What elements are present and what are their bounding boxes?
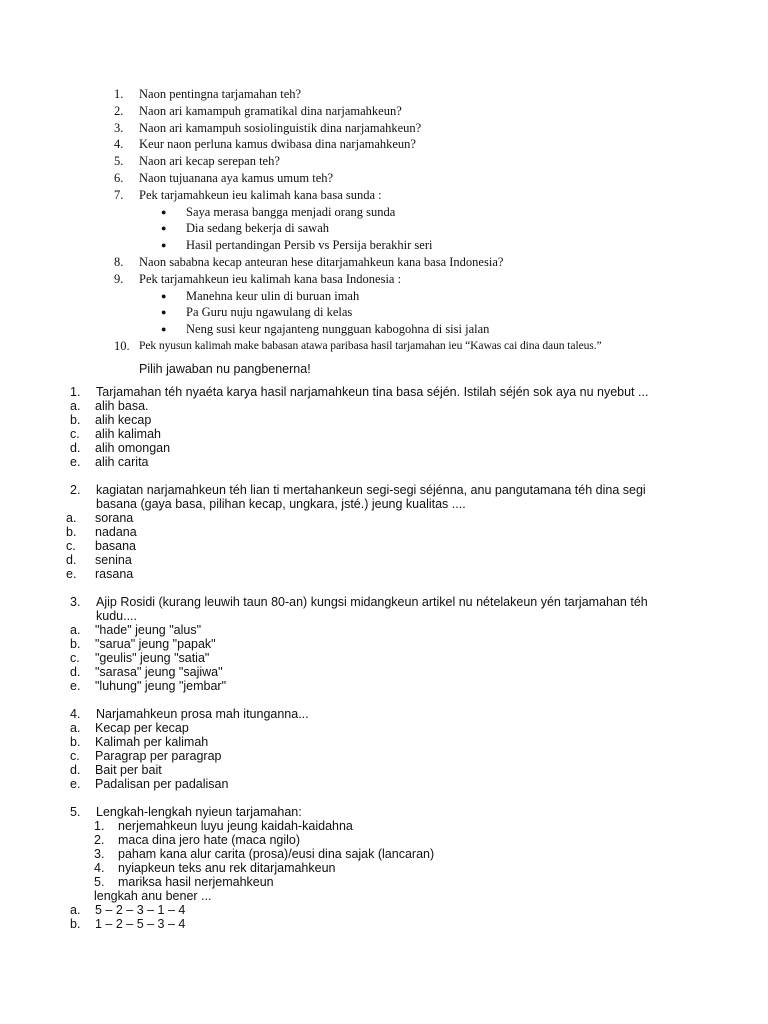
option [0,553,768,567]
option-letter: b. [70,735,81,749]
option-letter: e. [70,679,81,693]
option-text: alih kecap [95,413,152,427]
item-number: 9. [114,271,124,286]
option-letter: e. [70,455,81,469]
option-letter: b. [66,525,77,539]
question-text: kagiatan narjamahkeun téh lian ti mertahankeun segi-segi séjénna, anu pangutamana téh dina segi basana (gaya basa, pilihan kecap, ungkara, jsté.) jeung kualitas .... [96,483,646,511]
option-text: alih carita [95,455,149,469]
option [0,665,768,679]
option-letter: a. [66,511,77,525]
option-text: "sarua" jeung "papak" [95,637,216,651]
option-text: "hade" jeung "alus" [95,623,202,637]
option [0,455,768,469]
option-text: "geulis" jeung "satia" [95,651,210,665]
question-number: 1. [70,385,81,399]
bullet-text: Saya merasa bangga menjadi orang sunda [186,204,396,219]
step-item [0,847,768,861]
essay-questions [0,86,768,355]
essay-item [0,338,768,355]
step-text: paham kana alur carita (prosa)/eusi dina sajak (lancaran) [118,847,435,861]
option-letter: d. [70,665,81,679]
option [0,721,768,735]
option [0,413,768,427]
question [0,805,768,931]
bullet-icon: ● [161,240,167,251]
step-item [0,861,768,875]
bullet-text: Pa Guru nuju ngawulang di kelas [186,305,353,320]
option-letter: e. [66,567,77,581]
option-text: Kalimah per kalimah [95,735,209,749]
option [0,567,768,581]
question-number: 2. [70,483,81,497]
option-text: senina [95,553,132,567]
bullet-icon: ● [161,324,167,335]
option-letter: c. [66,539,76,553]
option [0,399,768,413]
essay-item [0,103,768,120]
essay-item [0,86,768,103]
option-letter: b. [70,917,81,931]
item-number: 3. [114,120,124,135]
step-number: 1. [94,819,105,833]
item-text: Pek nyusun kalimah make babasan atawa paribasa hasil tarjamahan ieu “Kawas cai dina daun taleus.” [139,338,602,352]
option-letter: d. [66,553,77,567]
option-text: Padalisan per padalisan [95,777,229,791]
bullet-item [0,288,768,305]
option-letter: a. [70,903,81,917]
item-text: Pek tarjamahkeun ieu kalimah kana basa sunda : [139,187,382,202]
option [0,763,768,777]
bullet-text: Hasil pertandingan Persib vs Persija berakhir seri [186,238,433,253]
question-text: Ajip Rosidi (kurang leuwih taun 80-an) kungsi midangkeun artikel nu nételakeun yén tarjamahan téh kudu.... [96,595,648,623]
item-number: 8. [114,254,124,269]
item-text: Naon ari kamampuh gramatikal dina narjamahkeun? [139,103,402,118]
option-text: sorana [95,511,134,525]
option-text: Paragrap per paragrap [95,749,222,763]
item-text: Keur naon perluna kamus dwibasa dina narjamahkeun? [139,137,416,152]
bullet-icon: ● [161,223,167,234]
question [0,707,768,791]
bullet-text: Manehna keur ulin di buruan imah [186,288,360,303]
item-text: Naon ari kecap serepan teh? [139,154,280,169]
option [0,511,768,525]
item-text: Naon ari kamampuh sosiolinguistik dina narjamahkeun? [139,120,422,135]
option-text: 1 – 2 – 5 – 3 – 4 [95,917,186,931]
option-text: Kecap per kecap [95,721,189,735]
bullet-item [0,204,768,221]
bullet-icon: ● [161,290,167,301]
option [0,525,768,539]
option [0,623,768,637]
option-letter: d. [70,441,81,455]
option [0,651,768,665]
step-number: 5. [94,875,105,889]
question-line [0,595,768,623]
question [0,483,768,581]
question-number: 3. [70,595,81,609]
question-line [0,707,768,721]
option [0,735,768,749]
question-text: Tarjamahan téh nyaéta karya hasil narjamahkeun tina basa séjén. Istilah séjén sok aya nu nyebut ... [96,385,649,399]
option-text: Bait per bait [95,763,162,777]
item-number: 1. [114,87,124,101]
option-letter: c. [70,427,80,441]
option [0,637,768,651]
followup-text: lengkah anu bener ... [94,889,212,903]
bullet-item [0,220,768,237]
question-line [0,483,768,511]
option-text: "luhung" jeung "jembar" [95,679,227,693]
option-text: alih omongan [95,441,171,455]
essay-item [0,136,768,153]
step-number: 3. [94,847,105,861]
question-line [0,385,768,399]
step-text: maca dina jero hate (maca ngilo) [118,833,301,847]
option [0,749,768,763]
bullet-item [0,304,768,321]
option-letter: e. [70,777,81,791]
step-item [0,875,768,889]
item-number: 2. [114,103,124,118]
bullet-text: Dia sedang bekerja di sawah [186,221,329,236]
step-number: 4. [94,861,105,875]
option [0,903,768,917]
question [0,385,768,469]
option [0,679,768,693]
question [0,595,768,693]
option [0,441,768,455]
essay-item [0,271,768,288]
essay-item [0,120,768,137]
item-number: 7. [114,187,124,202]
item-text: Naon pentingna tarjamahan teh? [139,87,302,101]
bullet-text: Neng susi keur ngajanteng nungguan kabogohna di sisi jalan [186,322,490,337]
question-line [0,805,768,819]
option-text: basana [95,539,137,553]
option-letter: a. [70,623,81,637]
question-text: Narjamahkeun prosa mah itunganna... [96,707,309,721]
item-text: Pek tarjamahkeun ieu kalimah kana basa Indonesia : [139,271,402,286]
item-text: Naon sababna kecap anteuran hese ditarjamahkeun kana basa Indonesia? [139,254,504,269]
option-letter: d. [70,763,81,777]
essay-item [0,187,768,204]
step-item [0,819,768,833]
step-text: nyiapkeun teks anu rek ditarjamahkeun [118,861,336,875]
essay-item [0,170,768,187]
bullet-item [0,237,768,254]
essay-item [0,254,768,271]
option-letter: a. [70,399,81,413]
essay-item [0,153,768,170]
question-followup [0,889,768,903]
option-letter: c. [70,749,80,763]
item-number: 4. [114,137,124,152]
option-text: alih basa. [95,399,149,413]
bullet-icon: ● [161,206,167,217]
option-text: 5 – 2 – 3 – 1 – 4 [95,903,186,917]
item-text: Naon tujuanana aya kamus umum teh? [139,170,334,185]
option [0,427,768,441]
item-number: 6. [114,170,124,185]
question-text: Lengkah-lengkah nyieun tarjamahan: [96,805,302,819]
bullet-item [0,321,768,338]
item-number: 5. [114,154,124,169]
instruction-text: Pilih jawaban nu pangbenerna! [139,362,311,376]
step-item [0,833,768,847]
option [0,777,768,791]
bullet-icon: ● [161,307,167,318]
step-text: nerjemahkeun luyu jeung kaidah-kaidahna [118,819,353,833]
option-letter: c. [70,651,80,665]
item-number: 10. [114,338,130,353]
step-text: mariksa hasil nerjemahkeun [118,875,274,889]
multiple-choice-section [0,385,768,931]
step-number: 2. [94,833,105,847]
option-text: rasana [95,567,134,581]
option [0,539,768,553]
option-text: alih kalimah [95,427,162,441]
option [0,917,768,931]
option-text: "sarasa" jeung "sajiwa" [95,665,223,679]
question-number: 4. [70,707,81,721]
option-letter: b. [70,413,81,427]
option-letter: b. [70,637,81,651]
option-text: nadana [95,525,137,539]
option-letter: a. [70,721,81,735]
question-number: 5. [70,805,81,819]
